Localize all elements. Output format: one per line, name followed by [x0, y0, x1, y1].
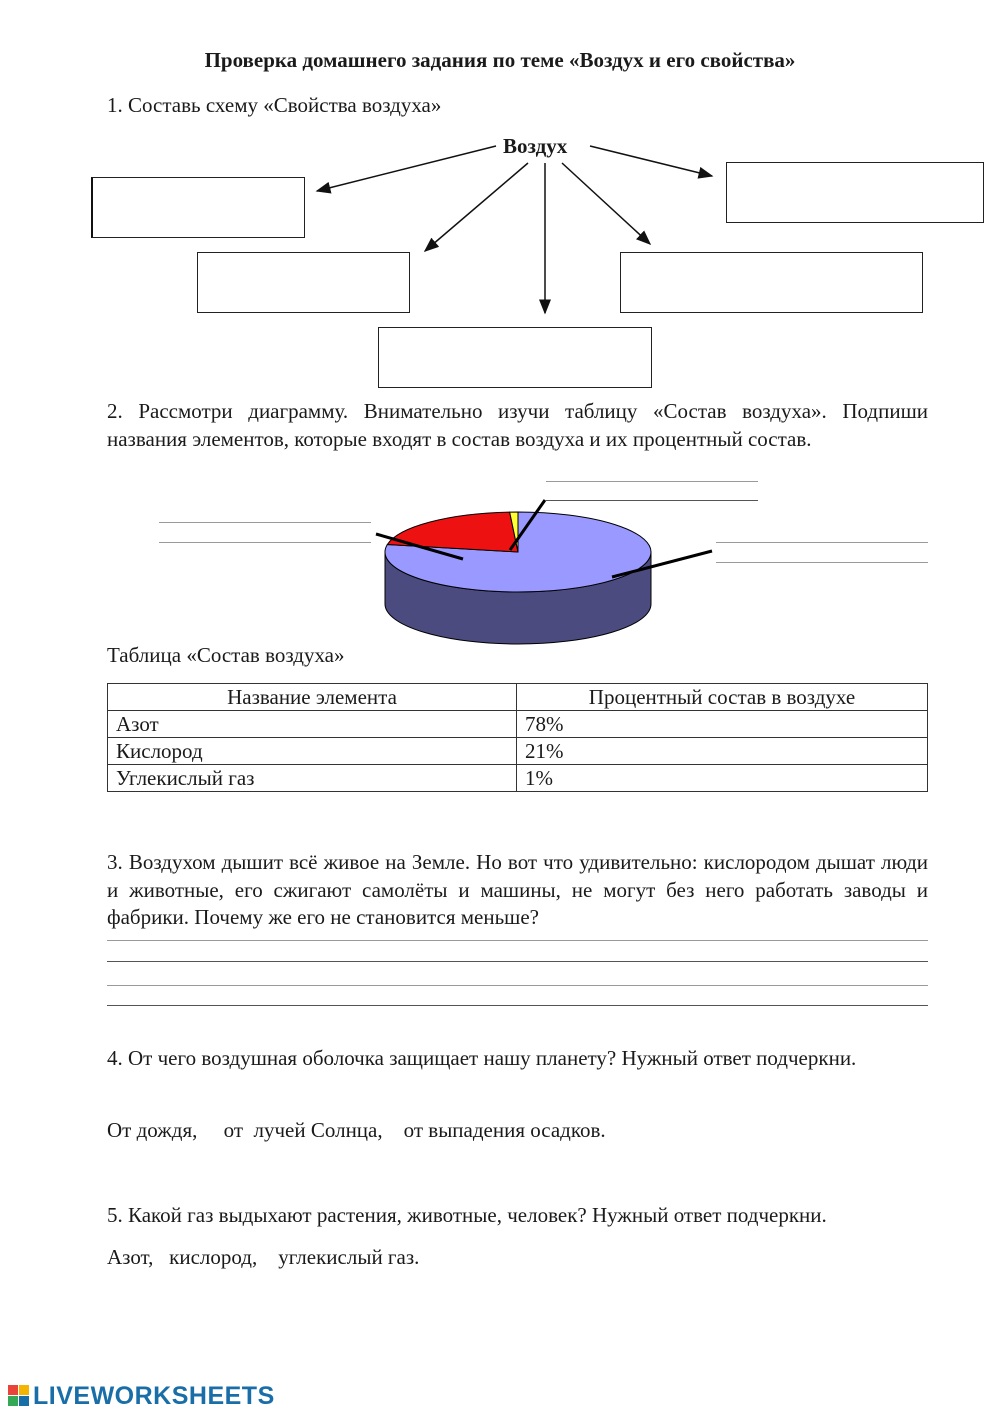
table-header-row	[108, 684, 928, 711]
task4-options	[107, 1116, 606, 1144]
task5-prompt: 5. Какой газ выдыхают растения, животные, человек? Нужный ответ подчеркни.	[107, 1203, 827, 1227]
label-line-oxygen-2[interactable]	[159, 542, 371, 543]
task5-option-oxygen[interactable]: кислород,	[169, 1245, 258, 1269]
table-row	[108, 765, 928, 792]
task5-options	[107, 1243, 419, 1271]
table-caption: Таблица «Состав воздуха»	[107, 643, 345, 667]
worksheet-title: Проверка домашнего задания по теме «Воздух и его свойства»	[204, 48, 796, 72]
table-cell-percent: 21%	[517, 738, 928, 765]
table-header-element: Название элемента	[108, 684, 517, 711]
property-box-5[interactable]	[726, 162, 984, 223]
task1-prompt: 1. Составь схему «Свойства воздуха»	[107, 93, 442, 117]
air-composition-pie-chart	[0, 470, 1000, 670]
air-composition-table	[107, 683, 928, 792]
property-box-1[interactable]	[91, 177, 305, 238]
table-cell-element: Азот	[108, 711, 517, 738]
task3-prompt: 3. Воздухом дышит всё живое на Земле. Но вот что удивительно: кислородом дышат люди и животные, его сжигают самолёты и машины, не могут без него работать заводы и фабрики. Почему же его не становится меньше?	[107, 850, 928, 929]
property-box-3[interactable]	[378, 327, 652, 388]
table-row	[108, 711, 928, 738]
task5-option-co2[interactable]: углекислый газ.	[278, 1245, 420, 1269]
label-line-nitrogen-2[interactable]	[716, 562, 928, 563]
answer-line-4[interactable]	[107, 1005, 928, 1006]
task4-prompt: 4. От чего воздушная оболочка защищает нашу планету? Нужный ответ подчеркни.	[107, 1046, 857, 1070]
answer-line-2[interactable]	[107, 961, 928, 962]
label-line-nitrogen-1[interactable]	[716, 542, 928, 543]
property-box-2[interactable]	[197, 252, 410, 313]
liveworksheets-logo	[8, 1382, 275, 1411]
scheme-center-word: Воздух	[503, 134, 568, 158]
table-cell-percent: 78%	[517, 711, 928, 738]
task2-prompt: 2. Рассмотри диаграмму. Внимательно изучи таблицу «Состав воздуха». Подпиши названия элементов, которые входят в состав воздуха и их процентный состав.	[107, 399, 928, 451]
property-box-4[interactable]	[620, 252, 923, 313]
table-cell-element: Углекислый газ	[108, 765, 517, 792]
table-cell-percent: 1%	[517, 765, 928, 792]
label-line-co2-1[interactable]	[546, 481, 758, 482]
logo-text: LIVEWORKSHEETS	[33, 1382, 275, 1410]
table-header-percent: Процентный состав в воздухе	[517, 684, 928, 711]
task4-option-rain[interactable]: От дождя,	[107, 1118, 198, 1142]
label-line-oxygen-1[interactable]	[159, 522, 371, 523]
pie-slice-1	[387, 512, 518, 552]
task4-option-sunrays[interactable]: от лучей Солнца,	[223, 1118, 383, 1142]
task4-option-precipitation[interactable]: от выпадения осадков.	[403, 1118, 606, 1142]
answer-line-1[interactable]	[107, 940, 928, 941]
label-line-co2-2[interactable]	[546, 500, 758, 501]
table-cell-element: Кислород	[108, 738, 517, 765]
task5-option-nitrogen[interactable]: Азот,	[107, 1245, 154, 1269]
logo-mark-icon	[8, 1385, 30, 1407]
arrow-to-box-5	[590, 146, 712, 176]
arrow-to-box-4	[562, 163, 650, 244]
arrow-to-box-1	[317, 146, 496, 191]
arrow-to-box-2	[425, 163, 528, 251]
answer-line-3[interactable]	[107, 985, 928, 986]
table-row	[108, 738, 928, 765]
